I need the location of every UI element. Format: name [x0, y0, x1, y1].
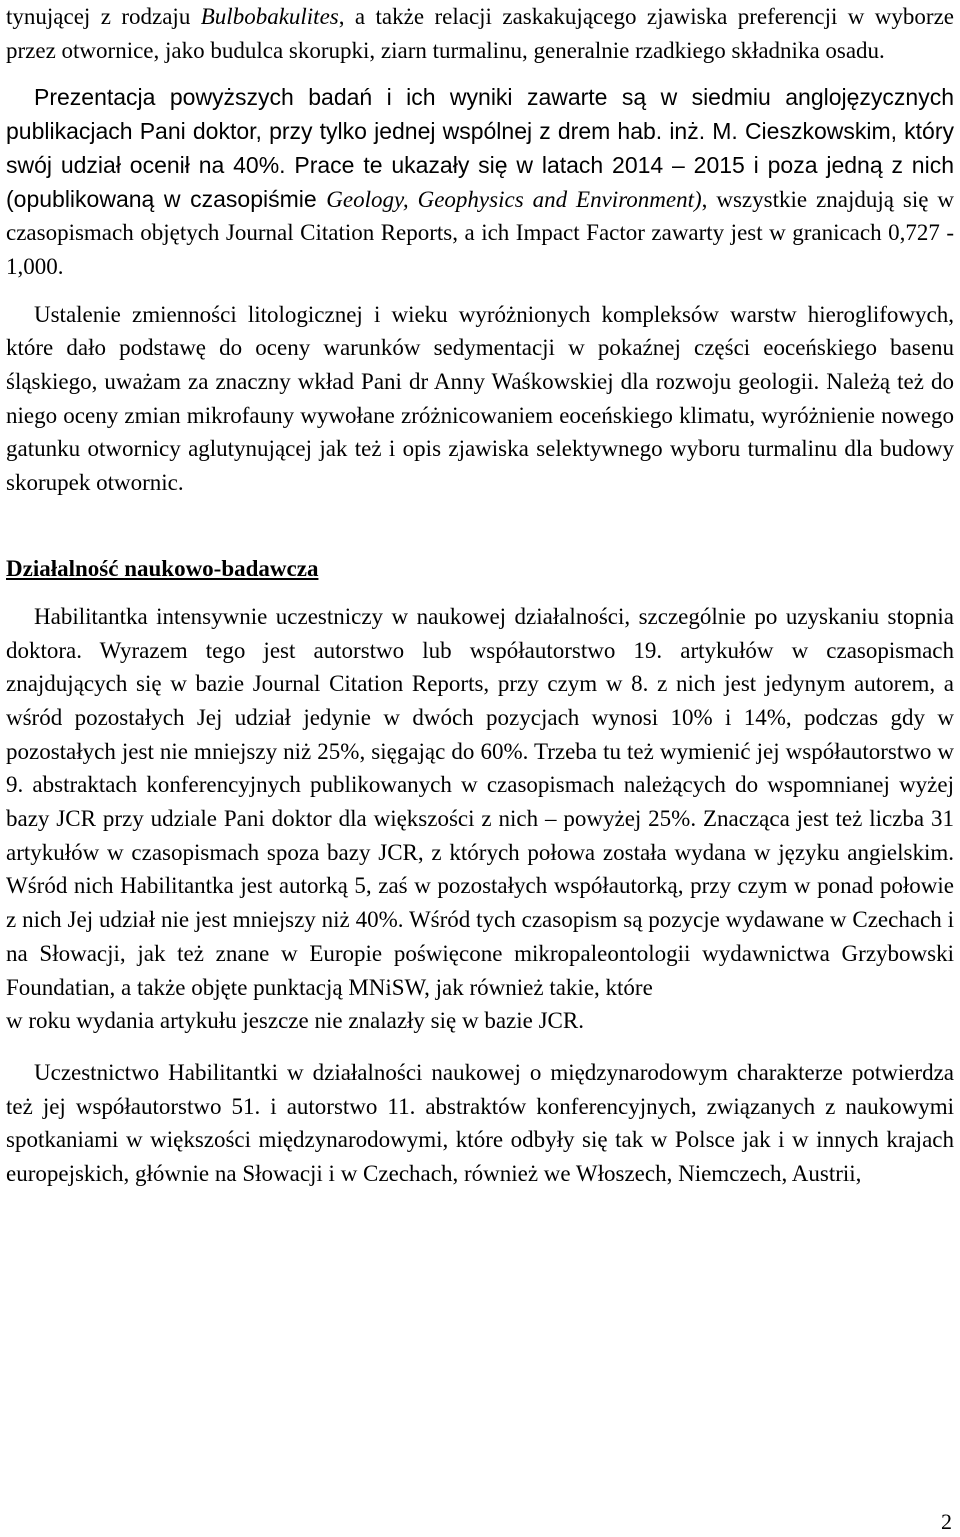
paragraph-publications [6, 81, 954, 283]
paragraph-research-activity: Habilitantka intensywnie uczestniczy w naukowej działalności, szczególnie po uzyskaniu stopnia doktora. Wyrazem tego jest autorstwo lub współautorstwo 19. artykułów w czasopismach znajdujących się w bazie Journal Citation Reports, przy czym w 8. z nich jest jedynym autorem, a wśród pozostałych Jej udział jedynie w dwóch pozycjach wynosi 10% i 14%, podczas gdy w pozostałych jest nie mniejszy niż 25%, sięgając do 60%. Trzeba tu też wymienić jej współautorstwo w 9. abstraktach konferencyjnych publikowanych w czasopismach należących do wspomnianej wyżej bazy JCR przy udziale Pani doktor dla większości z nich – powyżej 25%. Znacząca jest też liczba 31 artykułów w czasopismach spoza bazy JCR, z których połowa została wydana w języku angielskim. Wśród nich Habilitantka jest autorką 5, zaś w pozostałych współautorką, przy czym w ponad połowie z nich Jej udział nie jest mniejszy niż 40%. Wśród tych czasopism są pozycje wydawane w Czechach i na Słowacji, jak też znane w Europie poświęcone mikropaleontologii wydawnictwa Grzybowski Foundatian, a także objęte punktacją MNiSW, jak również takie, które [6, 603, 954, 1000]
text-run: tynującej z rodzaju [6, 4, 201, 29]
text-run: , wszystkie znajdują się w czasopismach objętych Journal Citation Reports, a ich Impact Factor zawarty jest w granicach 0,727 - 1,000. [6, 186, 955, 279]
italic-journal-name: Geology, Geophysics and Environment) [326, 186, 702, 212]
paragraph-continuation [6, 0, 954, 67]
italic-genus-name: Bulbobakulites [200, 4, 339, 29]
text-run: , a także relacji zaskakującego zjawiska preferencji w wyborze przez otwornice, jako budulca skorupki, ziarn turmalinu, generalnie rzadkiego składnika osadu. [6, 4, 954, 63]
sans-text-run: Prezentacja powyższych badań i ich wyniki zawarte są w siedmiu anglojęzycznych publikacjach Pani doktor, przy tylko jednej wspólnej z drem hab. inż. M. Cieszkowskim, który swój udział ocenił na 40%. Prace te ukazały się w latach 2014 – 2015 i poza jedną z nich (opublikowaną w czasopiśmie [6, 84, 954, 212]
paragraph-international: Uczestnictwo Habilitantki w działalności naukowej o międzynarodowym charakterze potwierdza też jej współautorstwo 51. i autorstwo 11. abstraktów konferencyjnych, związanych z naukowymi spotkaniami w większości międzynarodowymi, które odbyły się tak w Polsce jak i w innych krajach europejskich, głównie na Słowacji i w Czechach, również we Włoszech, Niemczech, Austrii, [6, 1059, 954, 1187]
page-number: 2 [941, 1509, 952, 1534]
paragraph-lithology: Ustalenie zmienności litologicznej i wieku wyróżnionych kompleksów warstw hieroglifowych, które dało podstawę do oceny warunków sedymentacji w pokaźnej części eoceńskiego basenu śląskiego, uważam za znaczny wkład Pani dr Anny Waśkowskiej dla rozwoju geologii. Należą też do niego oceny zmian mikrofauny wywołane zróżnicowaniem eoceńskiego klimatu, wyróżnienie nowego gatunku otwornicy aglutynującej jak też i opis zjawiska selektywnego wyboru turmalinu dla budowy skorupek otwornic. [6, 301, 954, 496]
document-page [6, 0, 954, 1191]
section-heading: Działalność naukowo-badawcza [6, 555, 319, 581]
paragraph-research-activity-tail: w roku wydania artykułu jeszcze nie znalazły się w bazie JCR. [6, 1008, 584, 1034]
